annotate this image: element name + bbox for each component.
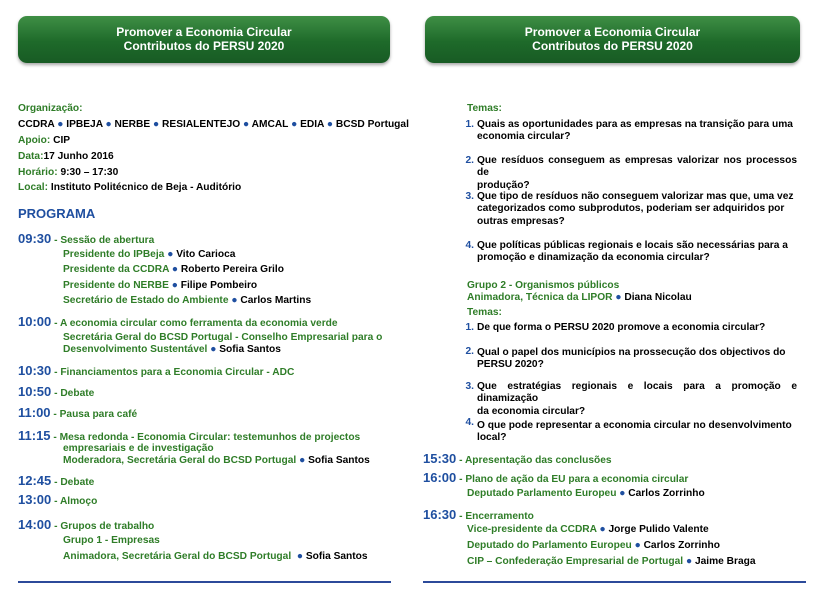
temas-label: Temas: [467,103,502,114]
data-row: Data:17 Junho 2016 [18,151,114,162]
banner-line-2: Contributos do PERSU 2020 [123,39,285,53]
question-number: 1. [465,119,474,130]
speaker-row: Presidente do IPBeja ● Vito Carioca [63,249,236,260]
programa-heading: PROGRAMA [18,206,96,221]
banner-line-2: Contributos do PERSU 2020 [532,39,693,53]
speaker-row: Animadora, Secretária Geral do BCSD Portugal ● Sofia Santos [63,551,368,562]
org-item: NERBE [114,119,151,130]
horario-row: Horário: 9:30 – 17:30 [18,167,119,178]
question-text: Que estratégias regionais e locais para a promoção e dinamização da economia circular? [477,381,797,417]
speaker-row: Presidente da CCDRA ● Roberto Pereira Grilo [63,264,284,275]
question-number: 4. [465,417,474,428]
question-number: 3. [465,191,474,202]
speaker-row: CIP – Confederação Empresarial de Portugal ● Jaime Braga [467,556,756,567]
question-text: Que resíduos conseguem as empresas valorizar nos processos de produção? [477,155,797,191]
speaker-row: Secretário de Estado do Ambiente ● Carlos Martins [63,295,312,306]
organizers-list: CCDRA ● IPBEJA ● NERBE ● RESIALENTEJO ● AMCAL ● EDIA ● BCSD Portugal [18,119,409,130]
group-title: Grupo 1 - Empresas [63,535,160,546]
speaker-row: Deputado do Parlamento Europeu ● Carlos Zorrinho [467,540,720,551]
org-item: AMCAL [251,119,289,130]
question-number: 2. [465,155,474,166]
session-1630: 16:30 - Encerramento [423,507,534,522]
session-1115: 11:15 - Mesa redonda - Economia Circular: testemunhos de projectos [18,428,361,443]
session-1530: 15:30 - Apresentação das conclusões [423,451,612,466]
speaker-row: Animadora, Técnica da LIPOR ● Diana Nicolau [467,292,692,303]
apoio-row: Apoio: CIP [18,135,71,146]
bottom-rule [423,581,806,583]
speaker-row: Presidente do NERBE ● Filipe Pombeiro [63,280,258,291]
question-text: Qual o papel dos municípios na prossecução dos objectivos do PERSU 2020? [477,347,786,371]
question-number: 3. [465,381,474,392]
org-item: CCDRA [18,119,55,130]
question-number: 1. [465,322,474,333]
session-title-cont: empresariais e de investigação [63,443,214,454]
time-label: 09:30 [18,231,52,246]
question-text: Quais as oportunidades para as empresas na transição para uma economia circular? [477,119,793,143]
question-text: Que políticas públicas regionais e locais são necessárias para a promoção e dinamização da economia circular? [477,240,788,264]
temas-label: Temas: [467,307,502,318]
org-item: RESIALENTEJO [162,119,241,130]
bottom-rule [18,581,391,583]
speaker-role: Secretária Geral do BCSD Portugal - Conselho Empresarial para o [63,332,383,343]
org-label: Organização: [18,103,83,114]
session-1030: 10:30 - Financiamentos para a Economia Circular - ADC [18,363,295,378]
local-row: Local: Instituto Politécnico de Beja - Auditório [18,182,242,193]
session-title: - Sessão de abertura [54,235,155,246]
speaker-row: Vice-presidente da CCDRA ● Jorge Pulido Valente [467,524,709,535]
org-item: IPBEJA [66,119,103,130]
session-0930 [18,231,154,247]
banner-line-1: Promover a Economia Circular [524,25,701,39]
question-text: De que forma o PERSU 2020 promove a economia circular? [477,322,766,333]
header-banner [425,16,800,63]
session-1000: 10:00 - A economia circular como ferramenta da economia verde [18,314,338,329]
session-1050: 10:50 - Debate [18,384,95,399]
question-number: 4. [465,240,474,251]
session-1245: 12:45 - Debate [18,473,95,488]
session-1100: 11:00 - Pausa para café [18,405,138,420]
session-1600: 16:00 - Plano de ação da EU para a economia circular [423,470,689,485]
speaker-row: Deputado Parlamento Europeu ● Carlos Zorrinho [467,488,705,499]
session-1300: 13:00 - Almoço [18,492,98,507]
question-text: O que pode representar a economia circular no desenvolvimento local? [477,420,792,444]
group-2-title: Grupo 2 - Organismos públicos [467,280,620,291]
org-item: EDIA [300,119,325,130]
speaker-row: Moderadora, Secretária Geral do BCSD Portugal ● Sofia Santos [63,455,370,466]
speaker-row: Desenvolvimento Sustentável ● Sofia Santos [63,344,281,355]
right-page [410,0,820,607]
session-1400: 14:00 - Grupos de trabalho [18,517,155,532]
question-text: Que tipo de resíduos não conseguem valorizar mas que, uma vez categorizados como subprodutos, poderiam ser adquiridos por outras empresas? [477,191,794,227]
org-item: BCSD Portugal [335,119,409,130]
question-number: 2. [465,346,474,357]
banner-line-1: Promover a Economia Circular [116,25,292,39]
header-banner [18,16,390,63]
